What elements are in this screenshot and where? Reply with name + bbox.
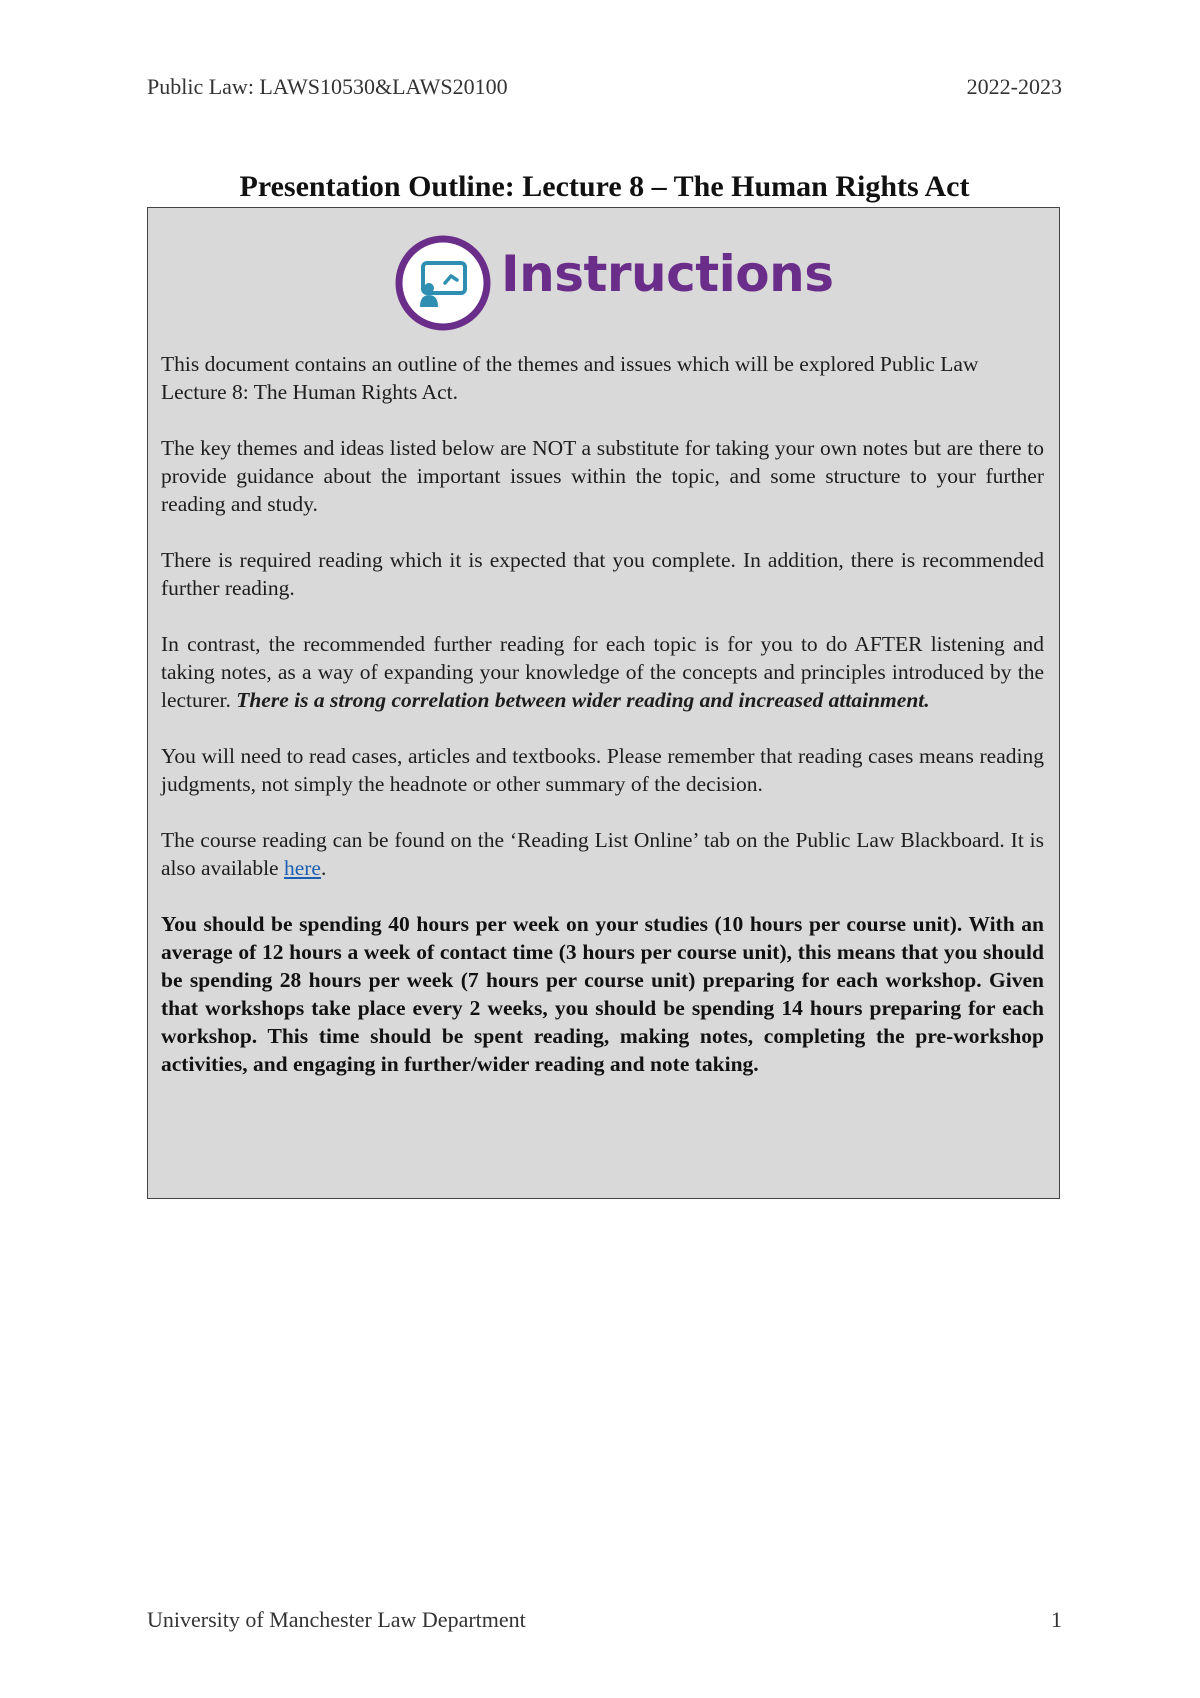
presenter-board-icon	[393, 233, 493, 333]
reading-list-link[interactable]: here	[283, 856, 321, 880]
paragraph-required-reading: There is required reading which it is expected that you complete. In addition, there is recommended further reading.	[161, 548, 1044, 600]
instructions-banner	[393, 233, 834, 333]
instructions-heading: Instructions	[501, 245, 834, 303]
further-reading-text: In contrast, the recommended further reading for each topic is for you to do AFTER listening and taking notes, as a way of expanding your knowledge of the concepts and principles introduced by the lecturer.	[161, 632, 1044, 712]
footer-institution: University of Manchester Law Department	[147, 1607, 526, 1632]
instructions-box	[147, 207, 1060, 1199]
course-reading-text: The course reading can be found on the ‘Reading List Online’ tab on the Public Law Blackboard. It is also available	[161, 828, 1044, 880]
paragraph-study-hours: You should be spending 40 hours per week on your studies (10 hours per course unit). With an average of 12 hours a week of contact time (3 hours per course unit), this means that you should be spending 28 hours per week (7 hours per course unit) preparing for each workshop. Given that workshops take place every 2 weeks, you should be spending 14 hours preparing for each workshop. This time should be spent reading, making notes, completing the pre-workshop activities, and engaging in further/wider reading and note taking.	[161, 912, 1044, 1076]
attainment-emphasis: There is a strong correlation between wider reading and increased attainment.	[236, 688, 930, 712]
header-year: 2022-2023	[966, 74, 1062, 99]
paragraph-intro: This document contains an outline of the themes and issues which will be explored Public Law Lecture 8: The Human Rights Act.	[161, 352, 979, 404]
instructions-content	[161, 350, 1044, 1106]
paragraph-further-reading	[161, 630, 1044, 714]
page-title: Presentation Outline: Lecture 8 – The Human Rights Act	[239, 170, 970, 203]
footer-page-number: 1	[1051, 1607, 1062, 1632]
paragraph-cases: You will need to read cases, articles and textbooks. Please remember that reading cases means reading judgments, not simply the headnote or other summary of the decision.	[161, 744, 1044, 796]
paragraph-key-themes: The key themes and ideas listed below are NOT a substitute for taking your own notes but are there to provide guidance about the important issues within the topic, and some structure to your further reading and study.	[161, 436, 1044, 516]
course-reading-end: .	[320, 856, 327, 880]
header-course: Public Law: LAWS10530&LAWS20100	[147, 74, 508, 99]
paragraph-course-reading	[161, 826, 1044, 882]
